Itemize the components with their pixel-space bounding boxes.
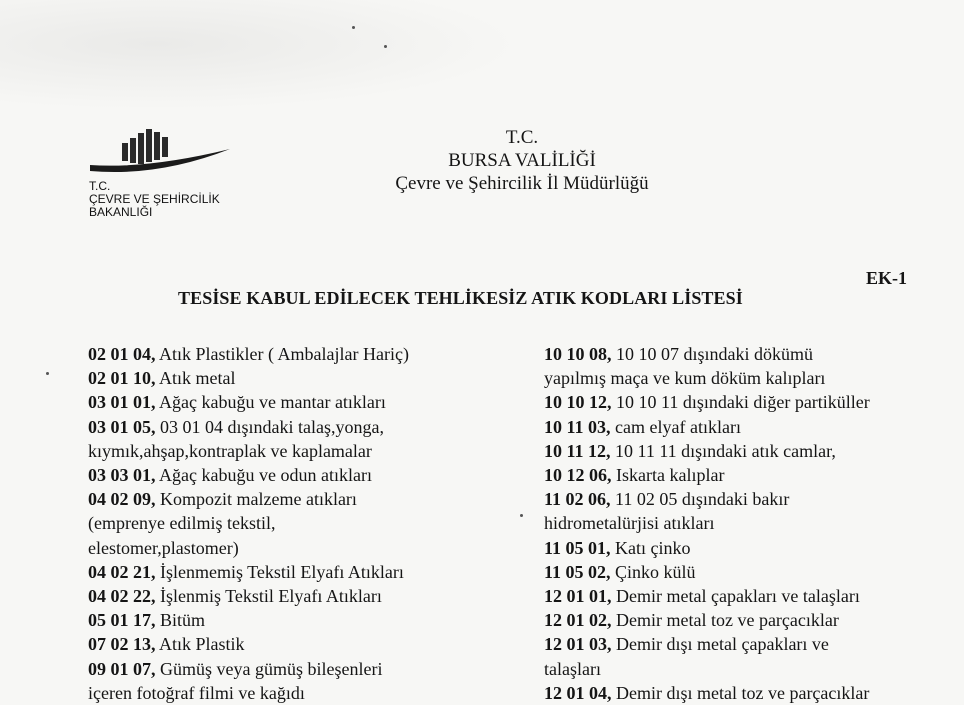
waste-description: talaşları xyxy=(544,658,601,679)
waste-code: 05 01 17, xyxy=(88,610,156,631)
logo-line-bakanligi: BAKANLIĞI xyxy=(89,205,153,219)
waste-code: 04 02 21, xyxy=(88,561,156,582)
list-item xyxy=(88,415,508,439)
waste-description: Çinko külü xyxy=(610,561,696,582)
waste-description: 03 01 04 dışındaki talaş,yonga, xyxy=(155,416,384,437)
list-item xyxy=(544,681,944,705)
list-item xyxy=(544,415,944,439)
list-item xyxy=(88,536,508,560)
waste-description: Demir dışı metal çapakları ve xyxy=(611,634,829,655)
list-item xyxy=(544,584,944,608)
waste-description: 10 10 11 dışındaki diğer partiküller xyxy=(611,392,870,413)
waste-code: 02 01 10, xyxy=(88,368,156,389)
waste-description: kıymık,ahşap,kontraplak ve kaplamalar xyxy=(88,440,372,461)
list-item xyxy=(88,657,508,681)
waste-code: 04 02 22, xyxy=(88,586,156,607)
list-item xyxy=(544,342,944,366)
waste-description: Kompozit malzeme atıkları xyxy=(155,489,357,510)
list-item xyxy=(88,390,508,414)
list-item xyxy=(544,511,944,535)
waste-code-list-right xyxy=(544,342,944,705)
waste-code: 09 01 07, xyxy=(88,658,156,679)
header-tc: T.C. xyxy=(505,127,539,148)
document-header xyxy=(352,126,692,195)
waste-description: 10 10 07 dışındaki dökümü xyxy=(611,344,813,364)
waste-code: 03 01 05, xyxy=(88,416,156,437)
waste-description: Bitüm xyxy=(155,610,206,631)
list-item xyxy=(88,342,508,366)
scan-smudge xyxy=(0,0,520,110)
list-item xyxy=(88,632,508,656)
waste-code: 10 11 12, xyxy=(544,440,611,461)
waste-code: 04 02 09, xyxy=(88,489,156,510)
list-item xyxy=(544,657,944,681)
waste-description: İşlenmiş Tekstil Elyafı Atıkları xyxy=(155,586,382,607)
waste-description: hidrometalürjisi atıkları xyxy=(544,513,715,534)
waste-code: 02 01 04, xyxy=(88,344,156,364)
list-item xyxy=(544,560,944,584)
waste-description: Atık metal xyxy=(155,368,236,389)
waste-code: 11 05 01, xyxy=(544,537,611,558)
list-item xyxy=(88,511,508,535)
waste-code: 03 03 01, xyxy=(88,465,156,486)
waste-description: Gümüş veya gümüş bileşenleri xyxy=(155,658,383,679)
list-item xyxy=(88,584,508,608)
logo-line-tc: T.C. xyxy=(89,179,111,193)
list-item xyxy=(544,536,944,560)
list-item xyxy=(544,608,944,632)
list-item xyxy=(544,439,944,463)
waste-description: cam elyaf atıkları xyxy=(610,416,741,437)
header-directorate: Çevre ve Şehircilik İl Müdürlüğü xyxy=(395,173,649,194)
list-item xyxy=(544,463,944,487)
logo-text xyxy=(89,180,220,219)
ministry-logo xyxy=(88,125,248,225)
list-item xyxy=(544,487,944,511)
annex-label: EK-1 xyxy=(866,268,908,288)
scan-speck xyxy=(384,45,387,48)
waste-description: Katı çinko xyxy=(610,537,691,558)
waste-description: yapılmış maça ve kum döküm kalıpları xyxy=(544,368,826,389)
waste-description: Atık Plastikler ( Ambalajlar Hariç) xyxy=(155,344,409,364)
scan-speck xyxy=(46,372,49,375)
ministry-emblem-icon xyxy=(88,125,248,185)
waste-description: (emprenye edilmiş tekstil, xyxy=(88,513,276,534)
waste-description: Iskarta kalıplar xyxy=(611,465,725,486)
logo-line-ministry: ÇEVRE VE ŞEHİRCİLİK xyxy=(89,192,220,206)
header-governorship: BURSA VALİLİĞİ xyxy=(448,150,596,171)
waste-code: 12 01 03, xyxy=(544,634,612,655)
list-item xyxy=(88,487,508,511)
waste-code: 10 12 06, xyxy=(544,465,612,486)
list-item xyxy=(88,681,508,705)
waste-description: 11 02 05 dışındaki bakır xyxy=(610,489,790,510)
list-item xyxy=(88,366,508,390)
waste-code: 11 05 02, xyxy=(544,561,611,582)
list-item xyxy=(544,390,944,414)
list-item xyxy=(88,439,508,463)
waste-code: 12 01 02, xyxy=(544,610,612,631)
waste-description: Demir metal çapakları ve talaşları xyxy=(611,586,860,607)
waste-description: Atık Plastik xyxy=(155,634,245,655)
waste-code: 07 02 13, xyxy=(88,634,156,655)
list-item xyxy=(88,560,508,584)
waste-description: Demir dışı metal toz ve parçacıklar xyxy=(611,682,870,703)
waste-code: 10 11 03, xyxy=(544,416,611,437)
waste-description: Ağaç kabuğu ve odun atıkları xyxy=(155,465,372,486)
waste-description: İşlenmemiş Tekstil Elyafı Atıkları xyxy=(155,561,404,582)
waste-code: 12 01 04, xyxy=(544,682,612,703)
scan-speck xyxy=(520,514,523,517)
waste-description: 10 11 11 dışındaki atık camlar, xyxy=(610,440,836,461)
list-item xyxy=(544,632,944,656)
list-item xyxy=(88,463,508,487)
waste-description: Ağaç kabuğu ve mantar atıkları xyxy=(155,392,386,413)
waste-code: 12 01 01, xyxy=(544,586,612,607)
waste-code: 11 02 06, xyxy=(544,489,611,510)
document-title: TESİSE KABUL EDİLECEK TEHLİKESİZ ATIK KODLARI LİSTESİ xyxy=(178,288,743,308)
waste-description: Demir metal toz ve parçacıklar xyxy=(611,610,839,631)
list-item xyxy=(544,366,944,390)
waste-description: elestomer,plastomer) xyxy=(88,537,239,558)
waste-code: 10 10 12, xyxy=(544,392,612,413)
waste-code-list-left xyxy=(88,342,508,705)
scan-speck xyxy=(352,26,355,29)
waste-code: 10 10 08, xyxy=(544,344,612,364)
list-item xyxy=(88,608,508,632)
waste-description: içeren fotoğraf filmi ve kağıdı xyxy=(88,682,305,703)
waste-code: 03 01 01, xyxy=(88,392,156,413)
